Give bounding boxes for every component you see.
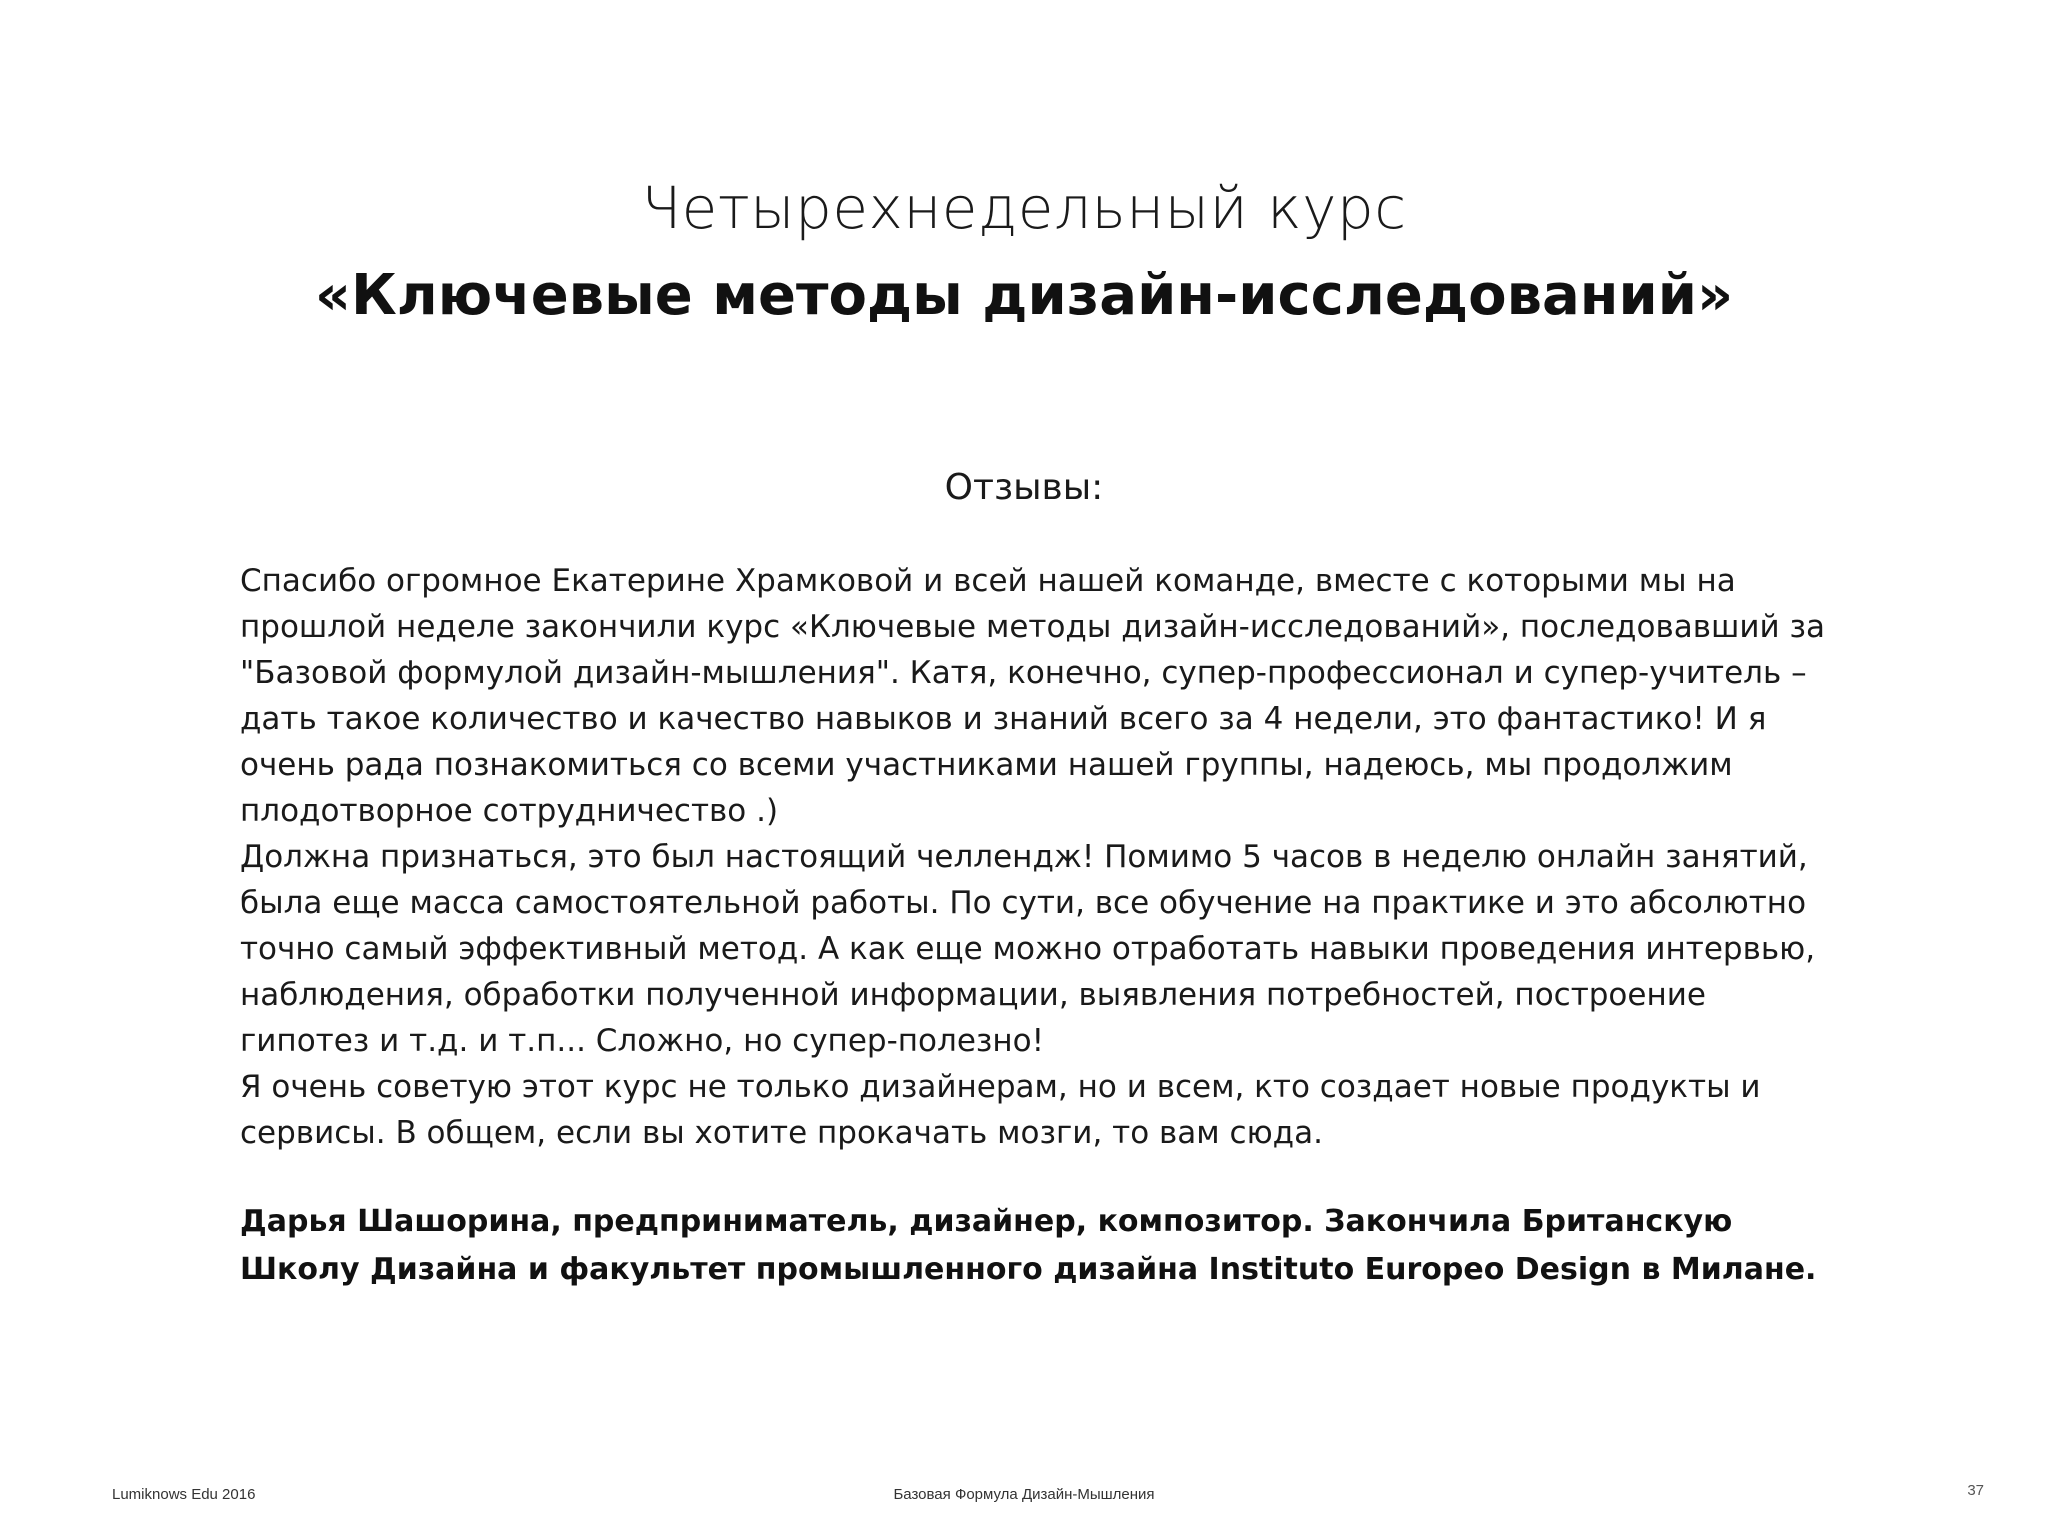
review-line: Я очень советую этот курс не только дизайнерам, но и всем, кто создает новые продукты и [240,1069,1761,1105]
review-line: сервисы. В общем, если вы хотите прокачать мозги, то вам сюда. [240,1115,1323,1151]
page-number: 37 [1967,1482,1984,1499]
review-line: прошлой неделе закончили курс «Ключевые методы дизайн-исследований», последовавший за [240,609,1825,645]
review-line: очень рада познакомиться со всеми участниками нашей группы, надеюсь, мы продолжим [240,747,1733,783]
review-line: была еще масса самостоятельной работы. По сути, все обучение на практике и это абсолютно [240,885,1807,921]
course-title-line-1: Четырехнедельный курс [641,174,1407,242]
review-line: Должна признаться, это был настоящий челлендж! Помимо 5 часов в неделю онлайн занятий, [240,839,1808,875]
review-author [240,1198,1860,1294]
reviews-heading: Отзывы: [944,467,1104,508]
footer-title: Базовая Формула Дизайн-Мышления [893,1486,1155,1503]
review-text [240,558,1840,1156]
review-line: плодотворное сотрудничество .) [240,793,779,829]
review-line: точно самый эффективный метод. А как еще можно отработать навыки проведения интервью, [240,931,1816,967]
author-line: Дарья Шашорина, предприниматель, дизайнер, композитор. Закончила Британскую [240,1204,1733,1239]
review-line: гипотез и т.д. и т.п... Сложно, но супер-полезно! [240,1023,1045,1059]
review-line: дать такое количество и качество навыков и знаний всего за 4 недели, это фантастико! И я [240,701,1767,737]
review-line: Спасибо огромное Екатерине Храмковой и всей нашей команде, вместе с которыми мы на [240,563,1736,599]
footer-brand: Lumiknows Edu 2016 [112,1486,256,1503]
course-title-line-2: «Ключевые методы дизайн-исследований» [314,263,1734,328]
review-line: наблюдения, обработки полученной информации, выявления потребностей, построение [240,977,1706,1013]
author-line: Школу Дизайна и факультет промышленного дизайна Instituto Europeo Design в Милане. [240,1252,1817,1287]
review-line: "Базовой формулой дизайн-мышления". Катя, конечно, супер-профессионал и супер-учитель – [240,655,1807,691]
